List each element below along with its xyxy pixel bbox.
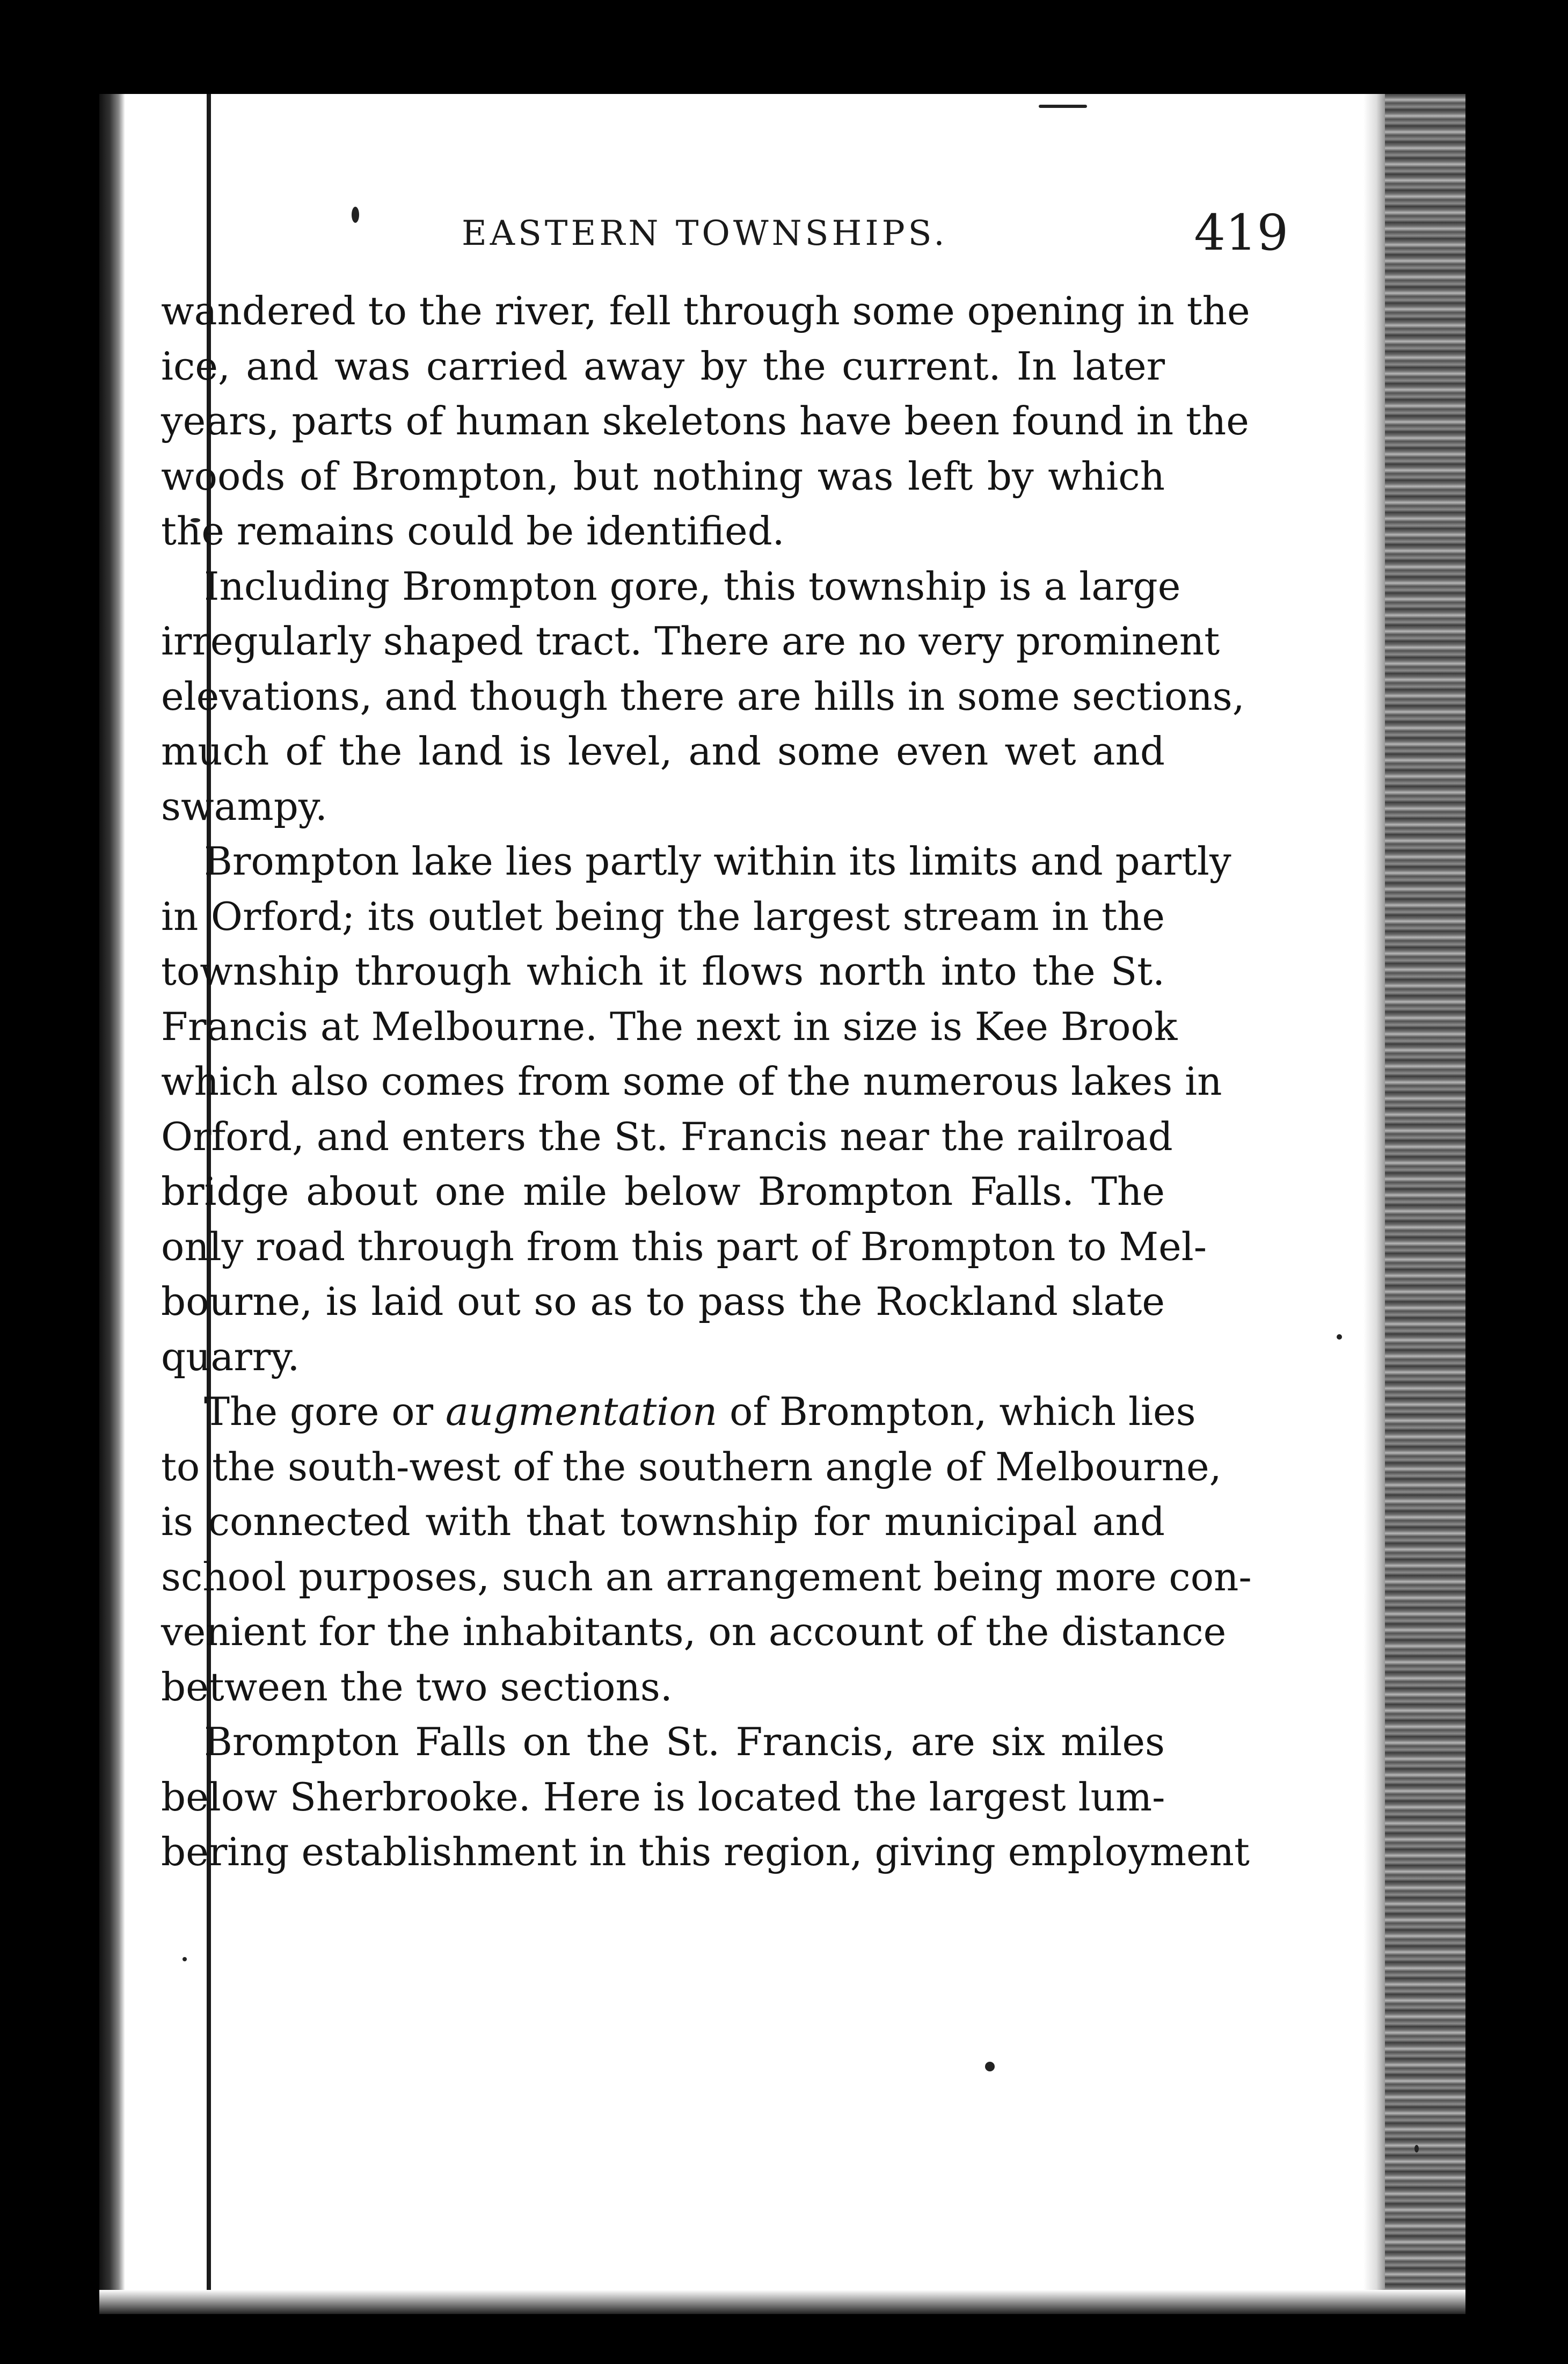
bottom-page-edge bbox=[99, 2290, 1465, 2314]
text-line: Including Brompton gore, this township is a large bbox=[204, 563, 1181, 609]
scan-speck bbox=[183, 1957, 187, 1961]
italic-term: augmentation bbox=[445, 1389, 718, 1434]
scan-speck bbox=[985, 2062, 995, 2071]
text-line: is connected with that township for municipal and bbox=[161, 1499, 1165, 1544]
text-line: below Sherbrooke. Here is located the largest lum- bbox=[161, 1774, 1165, 1820]
text-line: much of the land is level, and some even wet and bbox=[161, 729, 1165, 774]
text-line: township through which it flows north into the St. bbox=[161, 949, 1165, 994]
text-line: which also comes from some of the numerous lakes in bbox=[161, 1059, 1222, 1104]
text-line: irregularly shaped tract. There are no very prominent bbox=[161, 619, 1220, 664]
scan-speck bbox=[352, 207, 359, 223]
paragraph bbox=[161, 834, 1231, 1384]
paragraph bbox=[161, 283, 1250, 559]
text-line: elevations, and though there are hills in some sections, bbox=[161, 673, 1245, 719]
text-line: Orford, and enters the St. Francis near the railroad bbox=[161, 1114, 1173, 1159]
paragraph bbox=[161, 1384, 1252, 1714]
text-line: in Orford; its outlet being the largest stream in the bbox=[161, 893, 1165, 939]
right-page-edges bbox=[1385, 94, 1465, 2314]
text-line: swampy. bbox=[161, 783, 327, 829]
text-line: the remains could be identified. bbox=[161, 508, 785, 554]
paragraph bbox=[161, 559, 1245, 834]
text-line: Francis at Melbourne. The next in size is Kee Brook bbox=[161, 1003, 1178, 1049]
scan-speck bbox=[1039, 105, 1087, 108]
text-line: bridge about one mile below Brompton Falls. The bbox=[161, 1169, 1165, 1214]
running-head bbox=[462, 204, 1288, 263]
text-line: woods of Brompton, but nothing was left by which bbox=[161, 453, 1165, 499]
text-line: wandered to the river, fell through some opening in the bbox=[161, 288, 1250, 333]
text-line: ice, and was carried away by the current. In later bbox=[161, 343, 1165, 389]
text-run: The gore or bbox=[204, 1389, 446, 1434]
running-title: EASTERN TOWNSHIPS. bbox=[462, 214, 948, 253]
text-line: to the south-west of the southern angle of Melbourne, bbox=[161, 1444, 1222, 1489]
text-line: venient for the inhabitants, on account of the distance bbox=[161, 1609, 1227, 1654]
text-line: school purposes, such an arrangement being more con- bbox=[161, 1554, 1252, 1599]
text-line: quarry. bbox=[161, 1334, 300, 1379]
binding-shadow bbox=[99, 94, 125, 2314]
text-line: Brompton Falls on the St. Francis, are six miles bbox=[204, 1719, 1165, 1764]
text-line: between the two sections. bbox=[161, 1664, 673, 1710]
text-run: of Brompton, which lies bbox=[717, 1389, 1196, 1434]
scan-speck bbox=[1414, 2145, 1419, 2152]
text-line: Brompton lake lies partly within its limits and partly bbox=[204, 839, 1231, 884]
text-line: years, parts of human skeletons have been found in the bbox=[161, 398, 1249, 443]
text-line bbox=[161, 1384, 1196, 1439]
paragraph bbox=[161, 1714, 1250, 1880]
text-line: only road through from this part of Brompton to Mel- bbox=[161, 1224, 1207, 1269]
text-line: bourne, is laid out so as to pass the Rockland slate bbox=[161, 1279, 1165, 1324]
page-number: 419 bbox=[1194, 204, 1288, 261]
right-edge-fade bbox=[1363, 94, 1385, 2314]
scan-speck bbox=[1337, 1334, 1342, 1340]
text-line: bering establishment in this region, giving employment bbox=[161, 1829, 1250, 1874]
body-text bbox=[161, 283, 1252, 1880]
